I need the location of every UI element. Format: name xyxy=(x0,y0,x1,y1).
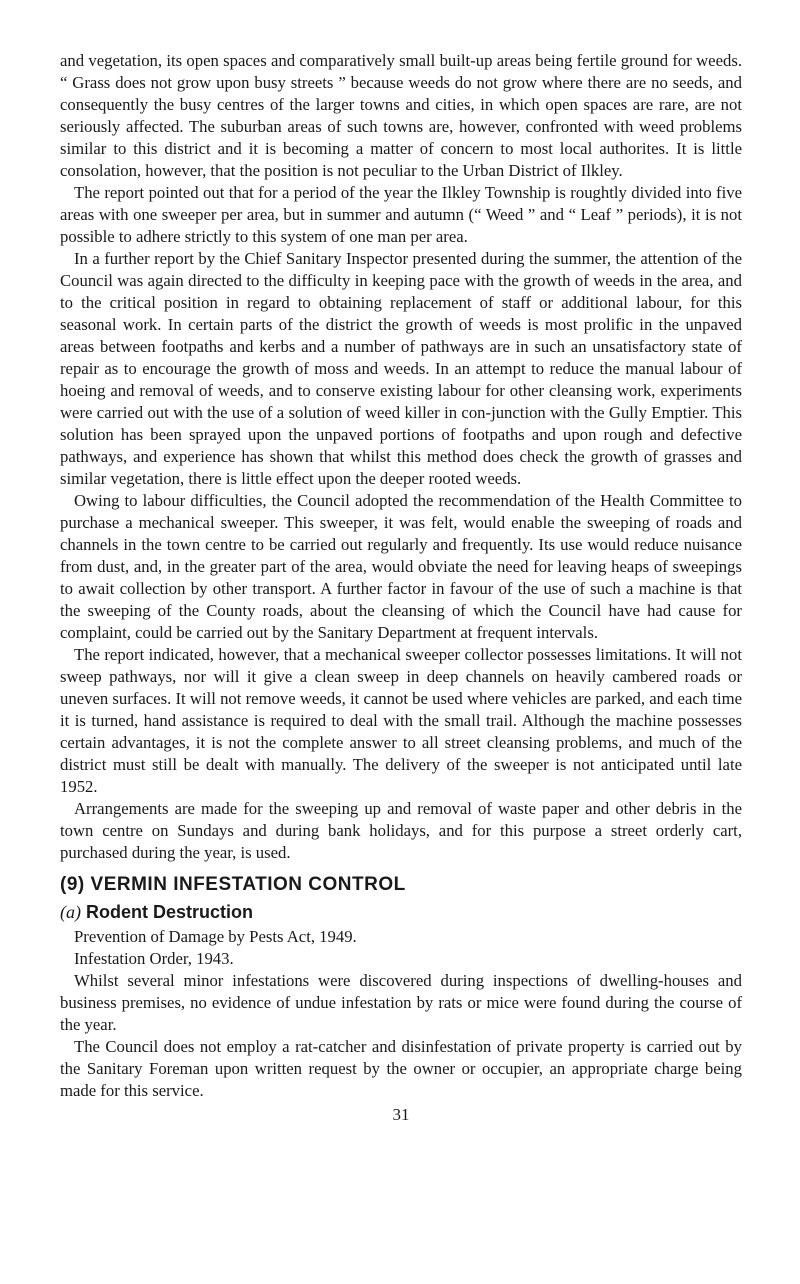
paragraph-township-areas: The report pointed out that for a period of the year the Ilkley Township is roughtly divided into five areas with one sweeper per area, but in summer and autumn (“ Weed ” and “ Leaf ” periods), it is not possible to adhere strictly to this system of one man per area. xyxy=(60,183,742,246)
paragraph-sweeper-limitations: The report indicated, however, that a mechanical sweeper collector possesses limitations. It will not sweep pathways, nor will it give a clean sweep in deep channels on heavily cambered roads or uneven surfaces. It will not remove weeds, it cannot be used where vehicles are parked, and each time it is turned, hand assistance is required to deal with the small trail. Although the machine possesses certain advantages, it is not the complete answer to all street cleansing problems, and much of the district must still be dealt with manually. The delivery of the sweeper is not anticipated until late 1952. xyxy=(60,645,742,796)
section-title: VERMIN INFESTATION CONTROL xyxy=(90,874,406,895)
paragraph-sunday-cleansing: Arrangements are made for the sweeping up and removal of waste paper and other debris in the town centre on Sundays and during bank holidays, and for this purpose a street orderly cart, purchased during the year, is used. xyxy=(60,799,742,862)
page-number: 31 xyxy=(392,1105,410,1124)
paragraph-minor-infestations: Whilst several minor infestations were discovered during inspections of dwelling-houses and business premises, no evidence of undue infestation by rats or mice were found during the course of the year. xyxy=(60,971,742,1034)
paragraph-inspector-report: In a further report by the Chief Sanitary Inspector presented during the summer, the attention of the Council was again directed to the difficulty in keeping pace with the growth of weeds in the area, and to the critical position in regard to obtaining replacement of staff or additional labour, for this seasonal work. In certain parts of the district the growth of weeds is most prolific in the unpaved areas between footpaths and kerbs and a number of pathways are in such an unsatisfactory state of repair as to encourage the growth of moss and weeds. In an attempt to reduce the manual labour of hoeing and removal of weeds, and to conserve existing labour for other cleansing work, experiments were carried out with the use of a solution of weed killer in con-junction with the Gully Emptier. This solution has been sprayed upon the unpaved portions of footpaths and upon rough and defective pathways, and experience has shown that whilst this method does check the growth of grasses and similar vegetation, there is little effect upon the deeper rooted weeds. xyxy=(60,249,742,488)
paragraph-weeds-intro: and vegetation, its open spaces and comparatively small built-up areas being fertile ground for weeds. “ Grass does not grow upon busy streets ” because weeds do not grow where there are no seeds, and consequently the busy centres of the larger towns and cities, in which open spaces are rare, are not seriously affected. The suburban areas of such towns are, however, confronted with weed problems similar to this district and it is becoming a matter of concern to most local authorites. It is little consolation, however, that the position is not peculiar to the Urban District of Ilkley. xyxy=(60,51,742,180)
paragraph-rat-catcher: The Council does not employ a rat-catcher and disinfestation of private property is carried out by the Sanitary Foreman upon written request by the owner or occupier, an appropriate charge being made for this service. xyxy=(60,1037,742,1100)
document-page xyxy=(60,50,742,1126)
paragraph-mechanical-sweeper: Owing to labour difficulties, the Council adopted the recommendation of the Health Committee to purchase a mechanical sweeper. This sweeper, it was felt, would enable the sweeping of roads and channels in the town centre to be carried out regularly and frequently. Its use would reduce nuisance from dust, and, in the greater part of the area, would obviate the need for leaving heaps of sweepings to await collection by other transport. A further factor in favour of the use of such a machine is that the sweeping of the County roads, about the cleansing of which the Council have had cause for complaint, could be carried out by the Sanitary Department at frequent intervals. xyxy=(60,491,742,642)
section-number: (9) xyxy=(60,874,85,895)
subsection-title: Rodent Destruction xyxy=(86,902,254,922)
section-heading xyxy=(60,873,742,897)
subsection-heading xyxy=(60,900,742,924)
reference-infestation-order: Infestation Order, 1943. xyxy=(74,949,234,968)
reference-pests-act: Prevention of Damage by Pests Act, 1949. xyxy=(74,927,357,946)
subsection-letter: (a) xyxy=(60,902,81,922)
